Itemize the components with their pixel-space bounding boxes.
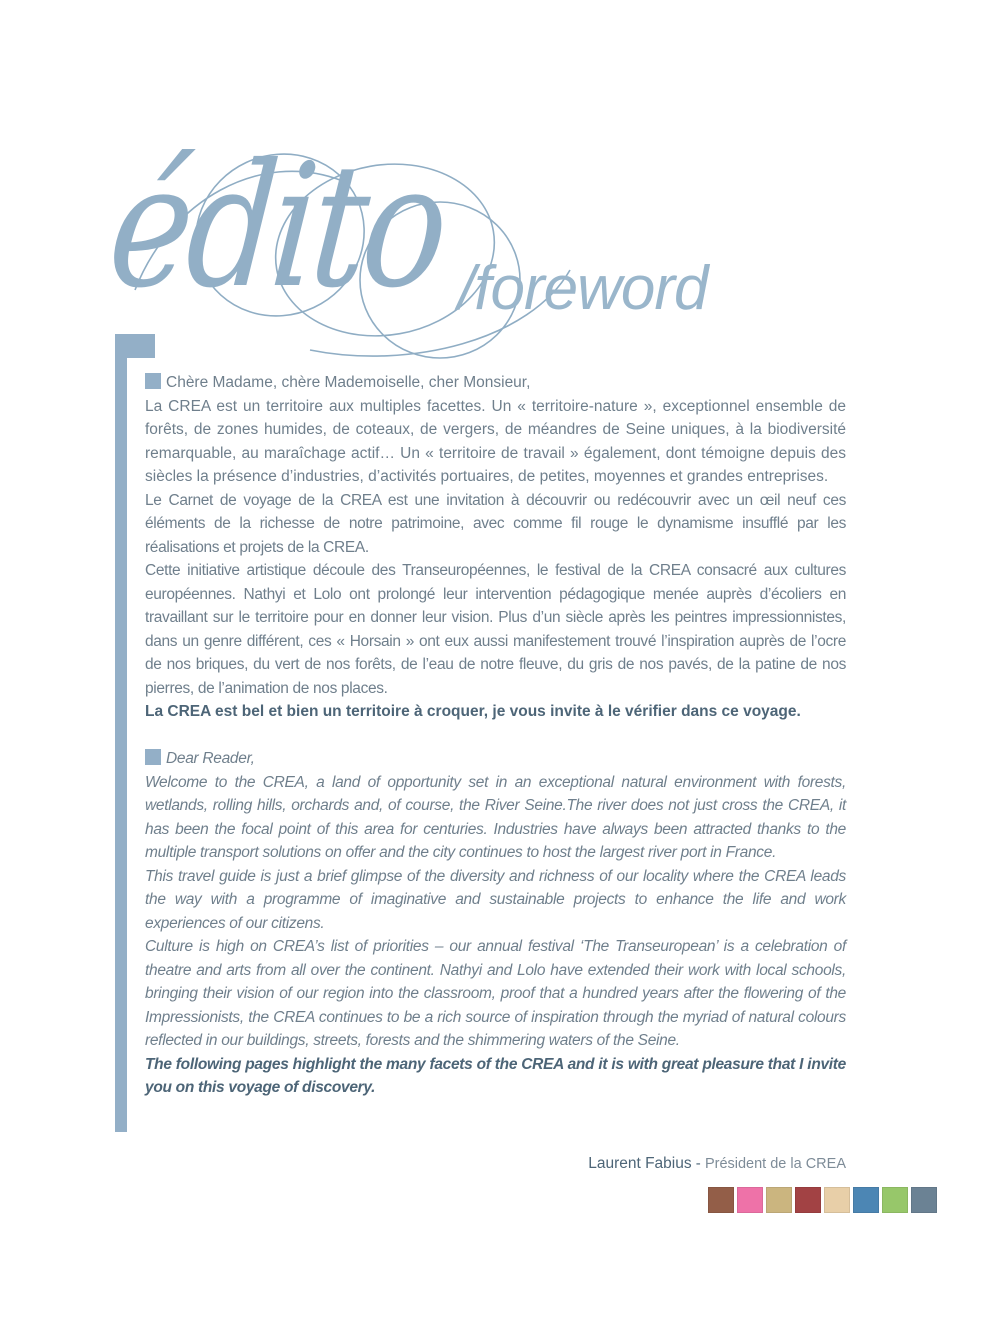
english-paragraph-3: Culture is high on CREA’s list of priorities – our annual festival ‘The Transeuropean’ is a celebration of theatre and arts from all over the continent. Nathyi and Lolo have extended their work with local schools, bringing their vision of our region into the classroom, proof that a hundred years after the flowering of the Impressionists, the CREA continues to be a rich source of inspiration through the myriad of natural colours reflected in our buildings, streets, forests and the shimmering waters of the Seine. xyxy=(145,938,846,1049)
title-separator: / xyxy=(458,254,475,323)
page-title xyxy=(102,128,810,360)
title-script: édito xyxy=(102,128,451,326)
swatch-green xyxy=(882,1187,908,1213)
swatch-blue xyxy=(853,1187,879,1213)
swatch-pink xyxy=(737,1187,763,1213)
square-bullet-icon xyxy=(145,749,161,765)
french-section xyxy=(145,371,846,724)
french-paragraph-3: Cette initiative artistique découle des Transeuropéennes, le festival de la CREA consacré aux cultures européennes. Nathyi et Lolo ont prolongé leur intervention pédagogique menée auprès d’écoliers en travaillant sur le territoire pour en donner leur vision. Plus d’un siècle après les peintres impressionnistes, dans un genre différent, ces « Horsain » ont eux aussi manifestement trouvé l’inspiration auprès de l’ocre de nos briques, du vert de nos forêts, de l’eau de notre fleuve, du gris de nos pavés, de la patine de nos pierres, de l’animation de nos places. xyxy=(145,562,846,697)
english-paragraph-2: This travel guide is just a brief glimpse of the diversity and richness of our locality where the CREA leads the way with a programme of imaginative and sustainable projects to enhance the life and work experiences of our citizens. xyxy=(145,867,846,932)
english-salutation-text: Dear Reader, xyxy=(166,750,255,767)
bracket-bar xyxy=(115,334,127,1132)
english-closing: The following pages highlight the many facets of the CREA and it is with great pleasure that I invite you on this voyage of discovery. xyxy=(145,1055,846,1096)
english-salutation xyxy=(145,747,846,771)
signature-role: Président de la CREA xyxy=(704,1156,846,1172)
section-gap xyxy=(145,724,846,748)
swatch-slate xyxy=(911,1187,937,1213)
swatch-beige xyxy=(824,1187,850,1213)
signature-separator: - xyxy=(691,1155,705,1172)
swatch-sand xyxy=(766,1187,792,1213)
swatch-red xyxy=(795,1187,821,1213)
french-closing: La CREA est bel et bien un territoire à croquer, je vous invite à le vérifier dans ce voyage. xyxy=(145,703,801,720)
editorial-body xyxy=(145,371,846,1100)
french-paragraph-1: La CREA est un territoire aux multiples facettes. Un « territoire-nature », exceptionnel ensemble de forêts, de zones humides, de coteaux, de vergers, de méandres de Seine uniques, à la biodiversité remarquable, au maraîchage actif… Un « territoire de travail » également, dont témoigne depuis des siècles la présence d’industries, d’activités portuaires, de petites, moyennes et grandes entreprises. xyxy=(145,397,846,485)
title-subtitle xyxy=(458,254,708,323)
french-salutation-text: Chère Madame, chère Mademoiselle, cher Monsieur, xyxy=(166,374,531,391)
square-bullet-icon xyxy=(145,373,161,389)
english-paragraph-1: Welcome to the CREA, a land of opportunity set in an exceptional natural environment with forests, wetlands, rolling hills, orchards and, of course, the River Seine.The river does not just cross the CREA, it has been the focal point of this area for centuries. Industries have always been attracted thanks to the multiple transport solutions on offer and the city continues to host the largest river port in France. xyxy=(145,773,846,861)
color-palette xyxy=(708,1187,937,1213)
french-salutation xyxy=(145,371,846,395)
signature-name: Laurent Fabius xyxy=(588,1155,692,1172)
swatch-brown xyxy=(708,1187,734,1213)
english-section xyxy=(145,747,846,1100)
bracket-cap xyxy=(115,334,155,358)
title-foreword: foreword xyxy=(474,254,708,323)
french-paragraph-2: Le Carnet de voyage de la CREA est une invitation à découvrir ou redécouvrir avec un œil neuf ces éléments de la richesse de notre patrimoine, avec comme fil rouge le dynamisme insufflé par les réalisations et projets de la CREA. xyxy=(145,491,846,556)
signature xyxy=(588,1155,846,1173)
